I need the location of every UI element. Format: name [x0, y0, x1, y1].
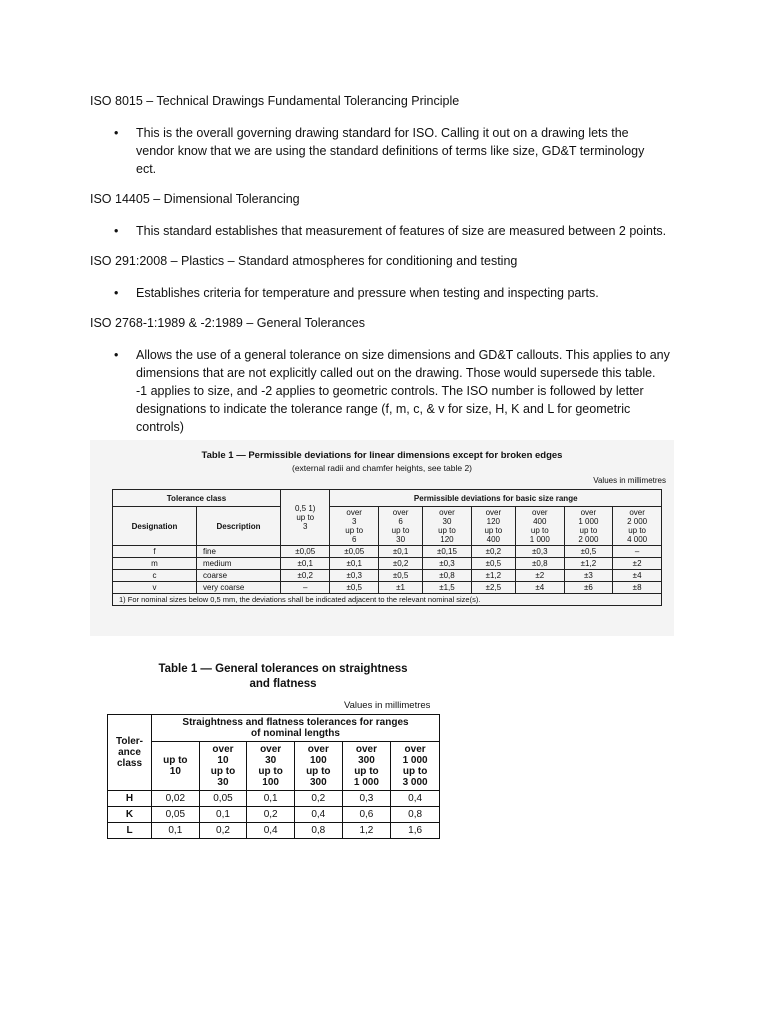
value-cell: ±4 [613, 570, 662, 582]
table-row [113, 570, 662, 582]
range-header-line: 0,5 1) [294, 504, 316, 513]
range-header-line: up to [306, 766, 331, 777]
range-header-line: 100 [309, 755, 327, 766]
range-header-cell [423, 507, 471, 546]
designation-cell: v [113, 582, 197, 594]
range-header-line: up to [345, 526, 364, 535]
value-cell: ±8 [613, 582, 662, 594]
designation-cell: m [113, 558, 197, 570]
value-cell: 0,8 [294, 823, 342, 839]
range-header-line: up to [163, 755, 188, 766]
class-cell: H [108, 791, 152, 807]
table2-title-line: and flatness [249, 678, 317, 690]
bullet-line: Establishes criteria for temperature and pressure when testing and inspecting parts. [136, 286, 599, 300]
value-cell: ±1,2 [564, 558, 613, 570]
range-header-line: 30 [265, 755, 277, 766]
range-header-cell [330, 507, 378, 546]
range-header-line: 2 000 [627, 517, 648, 526]
range-header-cell [294, 742, 342, 791]
range-header-line: up to [354, 766, 379, 777]
straightness-flatness-table [107, 714, 440, 839]
range-header-line: up to [484, 526, 503, 535]
value-cell: ±0,05 [330, 546, 378, 558]
value-cell: ±0,8 [515, 558, 564, 570]
description-cell: coarse [197, 570, 281, 582]
value-cell: 0,1 [199, 807, 247, 823]
value-cell: 1,2 [342, 823, 391, 839]
value-cell: ±1 [378, 582, 422, 594]
value-cell: ±0,8 [423, 570, 471, 582]
value-cell: ±6 [564, 582, 613, 594]
bullet-line: This standard establishes that measurement of features of size are measured between 2 points. [136, 224, 667, 238]
range-header-line: over [212, 744, 234, 755]
value-cell: – [613, 546, 662, 558]
table-row [108, 823, 440, 839]
table1-subtitle: (external radii and chamfer heights, see table 2) [291, 463, 472, 473]
linear-tolerance-table-image [90, 440, 674, 636]
table-row [108, 791, 440, 807]
value-cell: ±0,15 [423, 546, 471, 558]
class-header-line: Toler- [115, 736, 144, 747]
range-header-line: over [307, 744, 329, 755]
range-header-cell [281, 490, 330, 546]
value-cell: ±0,5 [471, 558, 515, 570]
linear-tolerance-table [112, 489, 662, 606]
value-cell: ±0,5 [330, 582, 378, 594]
bullet-line: ect. [136, 162, 157, 176]
range-header-line: up to [438, 526, 456, 535]
range-header-cell [152, 742, 200, 791]
range-header-cell [515, 507, 564, 546]
section-heading-iso-291: ISO 291:2008 – Plastics – Standard atmospheres for conditioning and testing [90, 254, 518, 268]
table1-footnote: 1) For nominal sizes below 0,5 mm, the deviations shall be indicated adjacent to the relevant nominal size(s). [113, 594, 662, 606]
value-cell: ±0,2 [378, 558, 422, 570]
range-header-line: 6 [351, 535, 357, 544]
bullet-iso-14405 [90, 222, 690, 240]
value-cell: 0,2 [294, 791, 342, 807]
range-header-line: over [260, 744, 282, 755]
range-header-line: 100 [262, 777, 279, 788]
designation-cell: c [113, 570, 197, 582]
range-header-line: over [392, 508, 409, 517]
description-cell: fine [197, 546, 281, 558]
range-group-header: Permissible deviations for basic size range [330, 490, 662, 507]
value-cell: 0,4 [247, 823, 295, 839]
range-header-line: 1 000 [402, 755, 428, 766]
value-cell: 0,05 [152, 807, 200, 823]
section-heading-iso-2768: ISO 2768-1:1989 & -2:1989 – General Tolerances [90, 316, 365, 330]
range-header-cell [471, 507, 515, 546]
range-header-line: up to [391, 526, 410, 535]
description-cell: very coarse [197, 582, 281, 594]
value-cell: 0,1 [247, 791, 295, 807]
range-header-line: up to [402, 766, 428, 777]
range-header-line: 4 000 [627, 535, 648, 544]
value-cell: ±1,5 [423, 582, 471, 594]
table1-units: Values in millimetres [593, 476, 666, 485]
value-cell: ±0,1 [378, 546, 422, 558]
section-heading-iso-14405: ISO 14405 – Dimensional Tolerancing [90, 192, 300, 206]
value-cell: ±2 [515, 570, 564, 582]
range-header-line: 3 000 [402, 777, 428, 788]
table1-title: Table 1 — Permissible deviations for linear dimensions except for broken edges [201, 450, 563, 461]
document-body [90, 92, 690, 436]
range-header-line: 10 [169, 766, 181, 777]
range-header-cell [199, 742, 247, 791]
range-header-line: up to [579, 526, 598, 535]
section-heading-iso-8015: ISO 8015 – Technical Drawings Fundamental Tolerancing Principle [90, 94, 460, 108]
range-header-line: over [355, 744, 377, 755]
class-cell: L [108, 823, 152, 839]
bullet-dot-icon: • [114, 286, 119, 300]
class-header [108, 715, 152, 791]
range-header-line: 300 [309, 777, 327, 788]
class-header-line: class [116, 758, 143, 769]
range-header-line: 6 [398, 517, 403, 526]
range-group-header-line: of nominal lengths [251, 728, 340, 739]
value-cell: ±0,05 [281, 546, 330, 558]
table2-title-line: Table 1 — General tolerances on straightness [158, 663, 408, 675]
range-header-line: up to [628, 526, 646, 535]
range-header-cell [247, 742, 295, 791]
range-header-line: 1 000 [353, 777, 379, 788]
value-cell: 1,6 [391, 823, 440, 839]
value-cell: ±2,5 [471, 582, 515, 594]
value-cell: ±4 [515, 582, 564, 594]
class-cell: K [108, 807, 152, 823]
range-header-line: over [485, 508, 502, 517]
bullet-line: vendor know that we are using the standard definitions of terms like size, GD&T terminology [136, 144, 645, 158]
range-header-line: 400 [533, 517, 547, 526]
range-header-line: up to [530, 526, 549, 535]
bullet-dot-icon: • [114, 126, 119, 140]
value-cell: 0,2 [247, 807, 295, 823]
class-header-line: ance [118, 747, 141, 758]
range-header-line: up to [210, 766, 236, 777]
range-header-line: over [404, 744, 426, 755]
description-cell: medium [197, 558, 281, 570]
range-header-line: over [629, 508, 645, 517]
value-cell: ±0,2 [471, 546, 515, 558]
range-header-line: 120 [440, 535, 454, 544]
description-header: Description [197, 507, 281, 546]
value-cell: ±0,3 [330, 570, 378, 582]
range-header-line: up to [258, 766, 283, 777]
value-cell: ±2 [613, 558, 662, 570]
range-header-line: over [346, 508, 362, 517]
value-cell: 0,4 [391, 791, 440, 807]
range-header-line: 120 [486, 517, 501, 526]
range-header-line: 3 [303, 522, 308, 531]
range-header-line: 2 000 [578, 535, 599, 544]
value-cell: 0,8 [391, 807, 440, 823]
range-header-line: 1 000 [529, 535, 550, 544]
value-cell: 0,3 [342, 791, 391, 807]
bullet-iso-8015 [90, 124, 690, 178]
range-header-line: 400 [486, 535, 501, 544]
value-cell: 0,05 [199, 791, 247, 807]
value-cell: ±1,2 [471, 570, 515, 582]
value-cell: ±0,1 [281, 558, 330, 570]
bullet-dot-icon: • [114, 224, 119, 238]
value-cell: 0,6 [342, 807, 391, 823]
value-cell: 0,2 [199, 823, 247, 839]
value-cell: ±3 [564, 570, 613, 582]
bullet-line: -1 applies to size, and -2 applies to geometric controls. The ISO number is followed by letter [136, 384, 644, 398]
table2-title [138, 662, 428, 692]
designation-cell: f [113, 546, 197, 558]
table-row [113, 546, 662, 558]
value-cell: – [281, 582, 330, 594]
bullet-line: controls) [136, 420, 184, 434]
range-header-line: 1 000 [578, 517, 599, 526]
range-header-cell [342, 742, 391, 791]
range-header-line: over [439, 508, 455, 517]
range-header-line: 30 [217, 777, 229, 788]
table2-units: Values in millimetres [344, 700, 431, 711]
designation-header: Designation [113, 507, 197, 546]
tolerance-class-header: Tolerance class [113, 490, 281, 507]
bullet-dot-icon: • [114, 348, 119, 362]
range-header-line: 30 [396, 535, 406, 544]
range-header-cell [564, 507, 613, 546]
bullet-line: Allows the use of a general tolerance on size dimensions and GD&T callouts. This applies to any [136, 348, 670, 362]
range-header-line: 300 [358, 755, 375, 766]
range-header-cell [378, 507, 422, 546]
value-cell: ±0,3 [515, 546, 564, 558]
value-cell: ±0,5 [378, 570, 422, 582]
bullet-iso-2768 [90, 346, 690, 436]
value-cell: ±0,3 [423, 558, 471, 570]
range-header-line: 10 [217, 755, 229, 766]
range-group-header-line: Straightness and flatness tolerances for ranges [182, 717, 409, 728]
bullet-iso-291 [90, 284, 690, 302]
table-row [113, 558, 662, 570]
value-cell: ±0,5 [564, 546, 613, 558]
bullet-line: This is the overall governing drawing standard for ISO. Calling it out on a drawing lets the [136, 126, 629, 140]
range-header-cell [391, 742, 440, 791]
bullet-line: dimensions that are not explicitly called out on the drawing. Those would supersede this table. [136, 366, 656, 380]
bullet-line: designations to indicate the tolerance range (f, m, c, & v for size, H, K and L for geometric [136, 402, 631, 416]
table-row [113, 582, 662, 594]
range-header-line: over [532, 508, 548, 517]
range-header-line: over [580, 508, 597, 517]
value-cell: 0,1 [152, 823, 200, 839]
value-cell: 0,4 [294, 807, 342, 823]
table-row [108, 807, 440, 823]
range-header-line: up to [296, 513, 315, 522]
range-header-line: 30 [442, 517, 452, 526]
value-cell: ±0,1 [330, 558, 378, 570]
value-cell: 0,02 [152, 791, 200, 807]
range-header-line: 3 [351, 517, 357, 526]
range-header-cell [613, 507, 662, 546]
range-group-header [152, 715, 440, 742]
value-cell: ±0,2 [281, 570, 330, 582]
